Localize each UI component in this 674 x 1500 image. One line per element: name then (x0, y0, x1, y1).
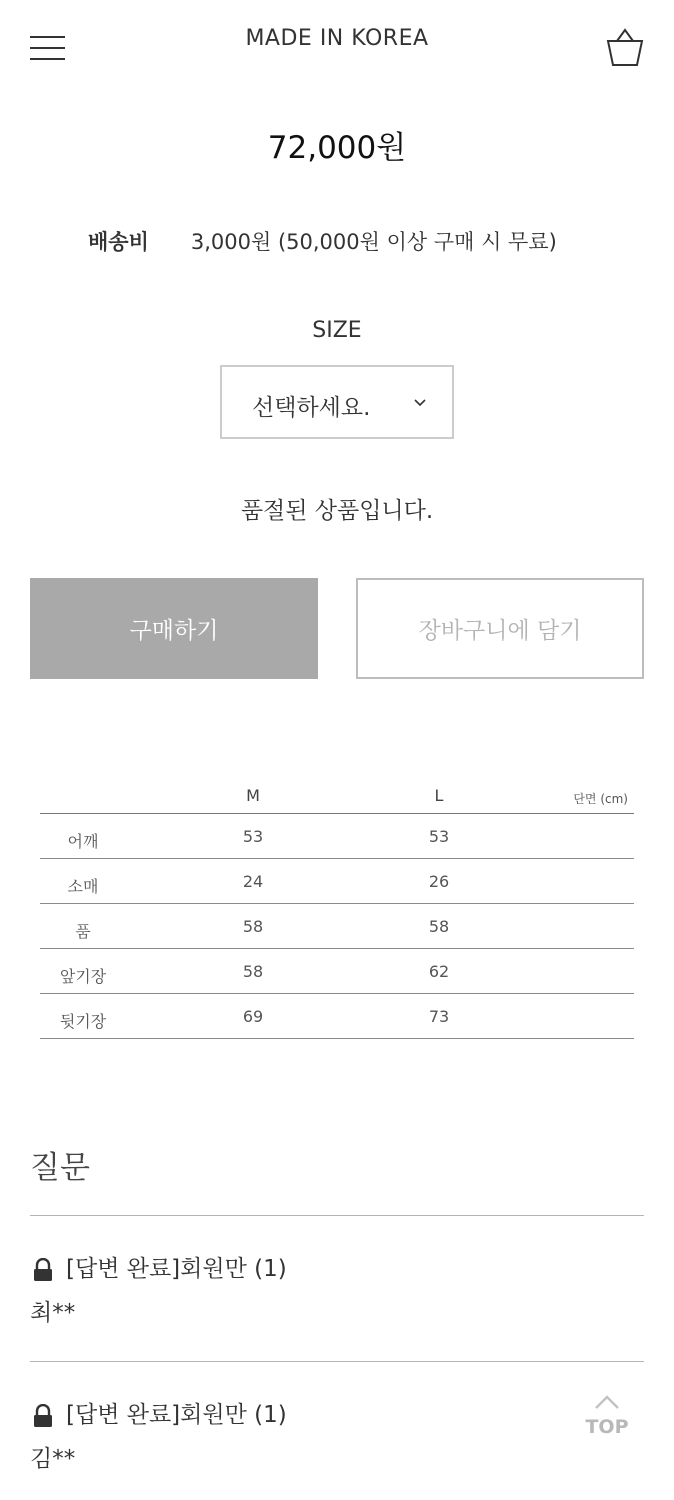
cell-m: 53 (242, 827, 264, 846)
cell-l: 26 (428, 872, 450, 891)
qna-item[interactable] (30, 1250, 644, 1330)
product-price: 72,000원 (267, 130, 407, 166)
chevron-up-icon (593, 1394, 621, 1410)
row-label: 앞기장 (59, 967, 107, 986)
table-row (40, 814, 634, 859)
size-select-value: 선택하세요. (252, 395, 371, 421)
scroll-top-button[interactable] (582, 1394, 632, 1442)
column-header-m: M (246, 786, 260, 805)
table-row (40, 949, 634, 994)
qna-item[interactable] (30, 1396, 644, 1476)
soldout-notice: 품절된 상품입니다. (240, 498, 434, 524)
chevron-down-icon (412, 395, 428, 409)
table-header-row (40, 780, 634, 814)
store-title[interactable]: MADE IN KOREA (245, 26, 429, 51)
scroll-top-label: TOP (585, 1416, 629, 1438)
size-select[interactable] (220, 365, 454, 439)
row-label: 품 (75, 922, 91, 941)
cell-m: 58 (242, 917, 264, 936)
cell-l: 62 (428, 962, 450, 981)
row-label: 뒷기장 (59, 1012, 107, 1031)
shipping-value: 3,000원 (50,000원 이상 구매 시 무료) (190, 230, 557, 254)
cell-m: 24 (242, 872, 264, 891)
cell-l: 73 (428, 1007, 450, 1026)
add-to-cart-button[interactable]: 장바구니에 담기 (356, 578, 644, 679)
qna-item-title: [답변 완료]회원만 (1) (66, 1256, 287, 1282)
cell-m: 69 (242, 1007, 264, 1026)
header (0, 0, 674, 86)
table-row (40, 904, 634, 949)
row-label: 소매 (67, 877, 99, 896)
cell-l: 58 (428, 917, 450, 936)
lock-icon (32, 1404, 54, 1428)
buy-button[interactable]: 구매하기 (30, 578, 318, 679)
divider (30, 1215, 644, 1216)
shipping-info (88, 226, 557, 256)
cell-m: 58 (242, 962, 264, 981)
qna-title: 질문 (30, 1150, 90, 1186)
unit-label: 단면 (cm) (573, 792, 628, 806)
divider (30, 1361, 644, 1362)
size-label: SIZE (312, 318, 362, 343)
shopping-basket-icon[interactable] (604, 28, 646, 68)
cell-l: 53 (428, 827, 450, 846)
qna-item-author: 최** (30, 1300, 76, 1326)
qna-item-author: 김** (30, 1446, 76, 1472)
table-row (40, 994, 634, 1039)
table-row (40, 859, 634, 904)
size-table (40, 780, 634, 1039)
row-label: 어깨 (67, 832, 99, 851)
column-header-l: L (434, 786, 444, 805)
shipping-label: 배송비 (88, 230, 149, 254)
qna-item-title: [답변 완료]회원만 (1) (66, 1402, 287, 1428)
lock-icon (32, 1258, 54, 1282)
